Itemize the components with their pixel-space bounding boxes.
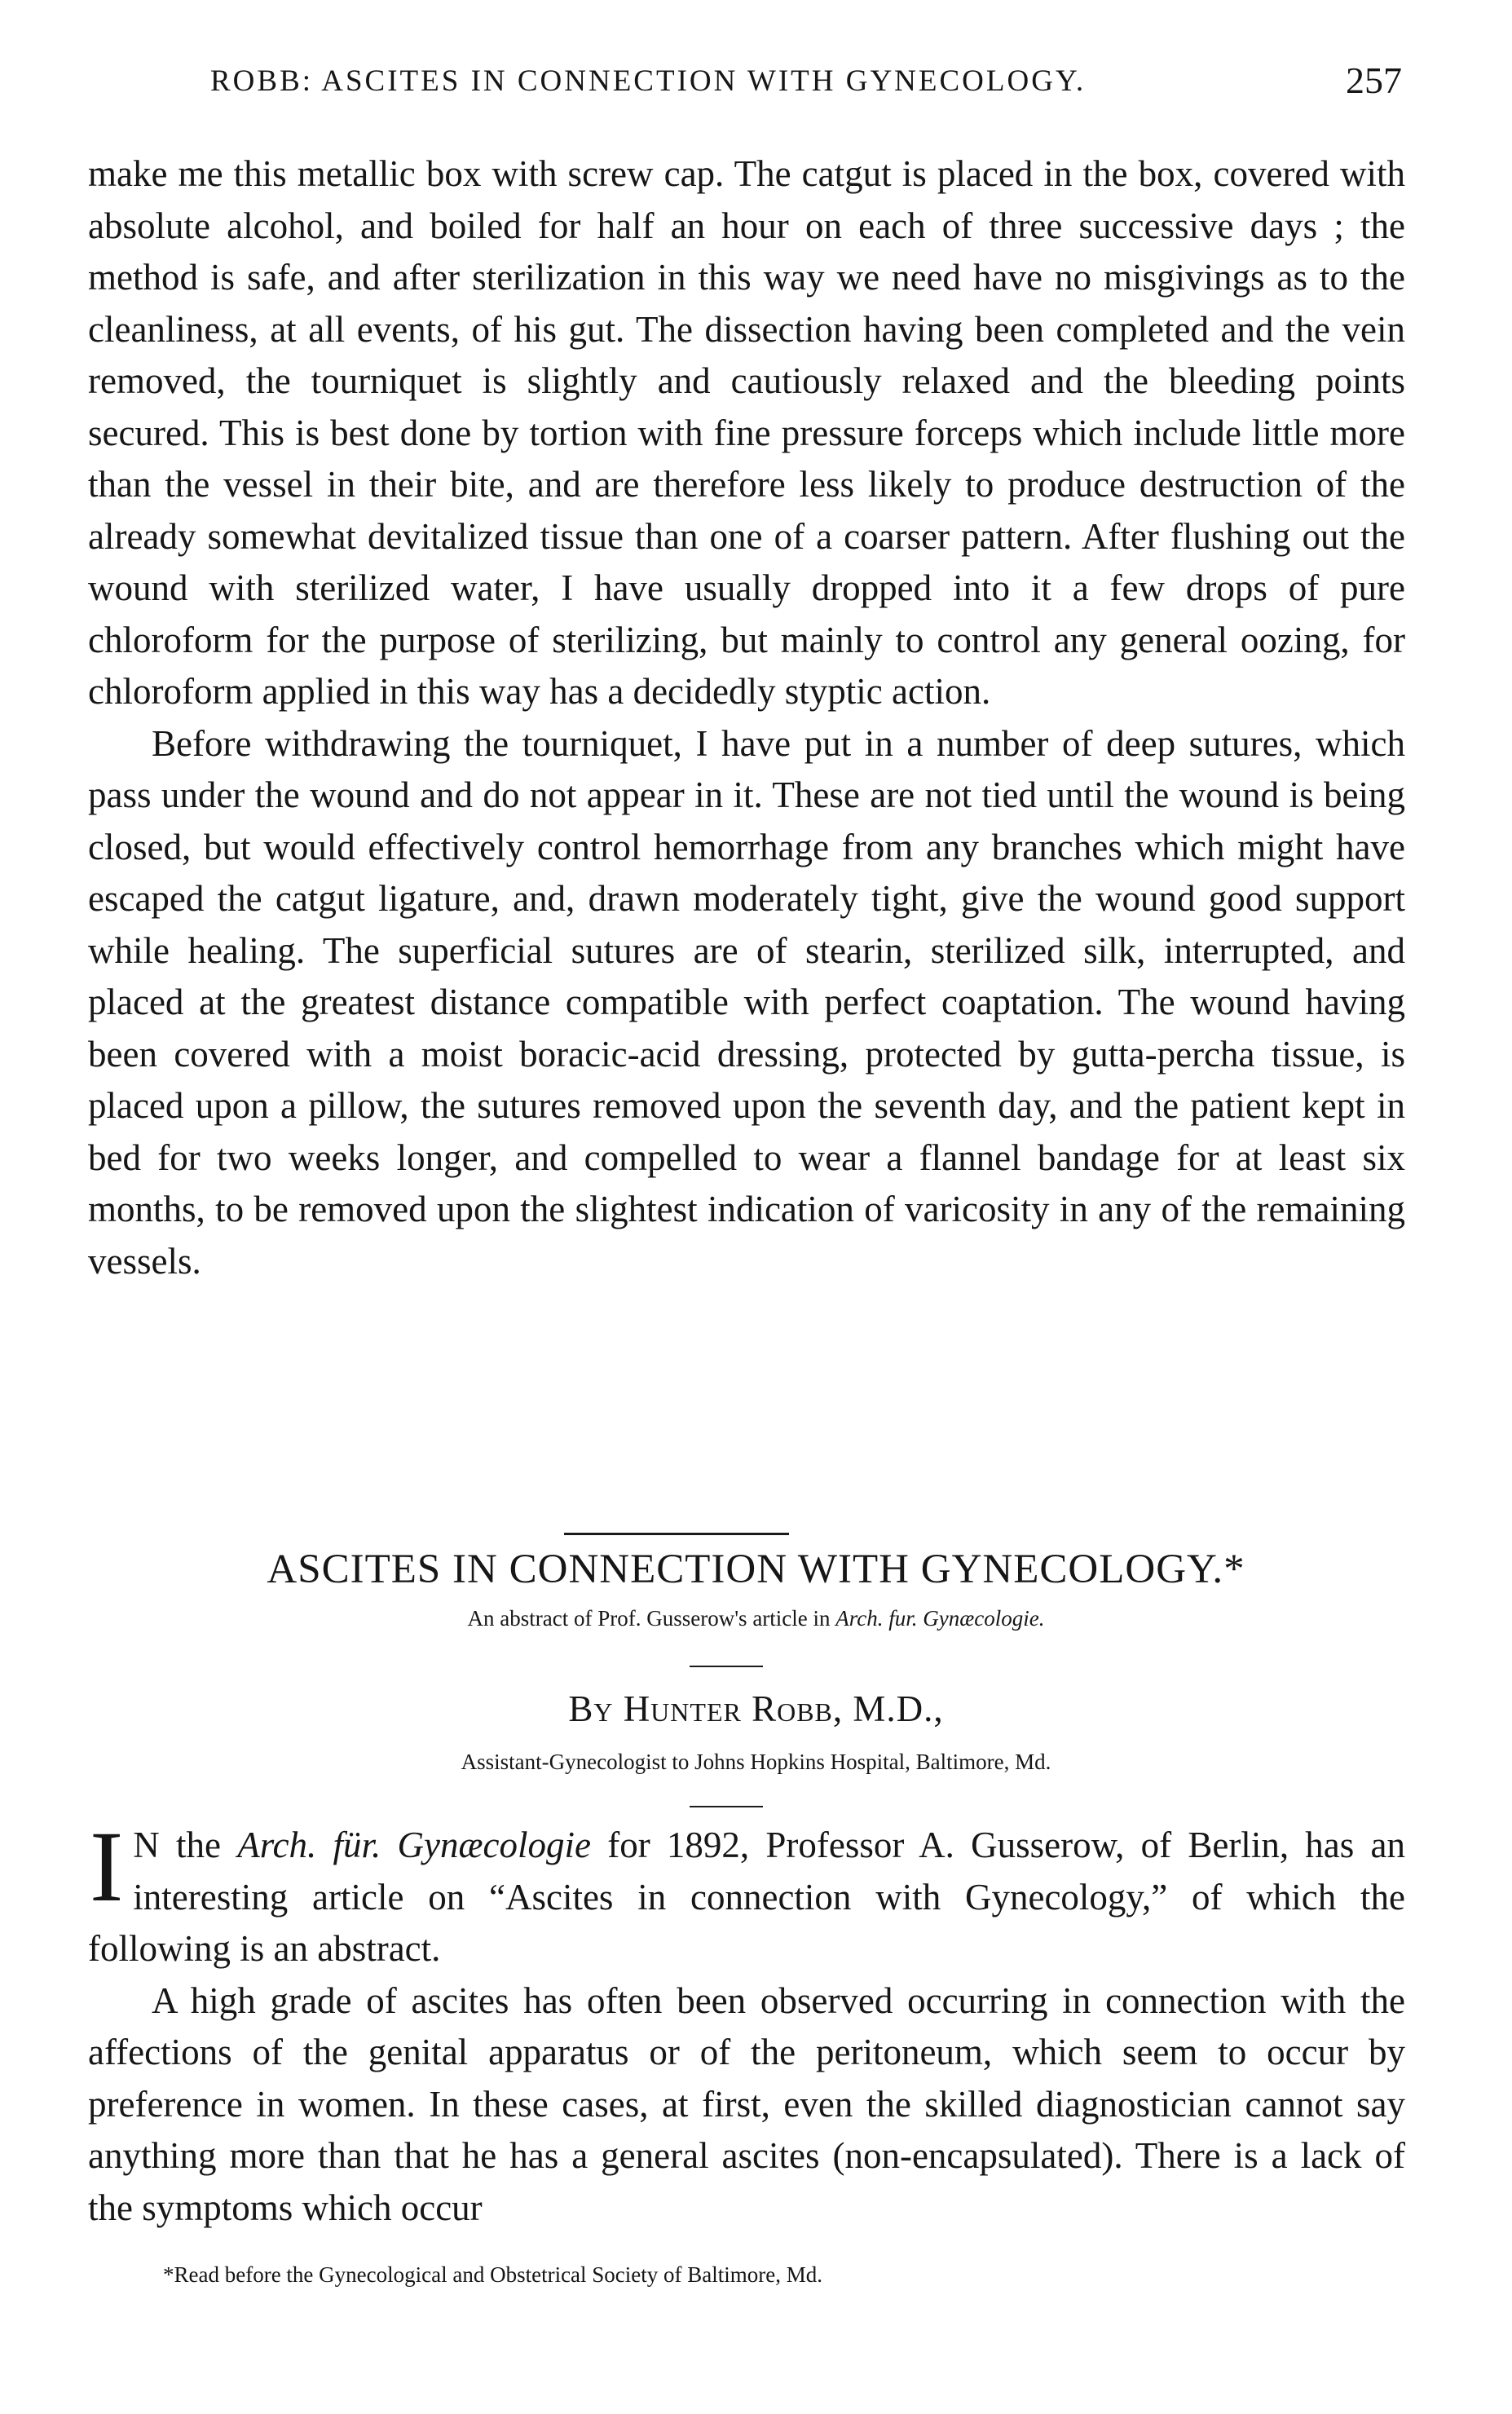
paragraph: A high grade of ascites has often been observed occurring in connection with the affections of the genital apparatus or of the peritoneum, which seem to occur by preference in women. In these cases, at first, even the skilled diagnostician cannot say anything more than that he has a general ascites (non-encapsulated). There is a lack of the symptoms which occur (88, 1979, 1405, 2228)
continued-article-text (88, 148, 1405, 1287)
paragraph: Before withdrawing the tourniquet, I have put in a number of deep sutures, which pass under the wound and do not appear in it. These are not tied until the wound is being closed, but would effectively control hemorrhage from any branches which might have escaped the catgut ligature, and, drawn moderately tight, give the wound good support while healing. The superficial sutures are of stearin, sterilized silk, interrupted, and placed at the greatest distance compatible with perfect coaptation. The wound having been covered with a moist boracic-acid dressing, protected by gutta-percha tissue, is placed upon a pillow, the sutures removed upon the seventh day, and the patient kept in bed for two weeks longer, and compelled to wear a flannel bandage for at least six months, to be removed upon the slightest indication of varicosity in any of the remaining vessels. (88, 722, 1405, 1282)
intro-text-rest: for 1892, Professor A. Gusserow, of Berlin, has an interesting article on “Ascites in connection with Gynecology,” of which the following is an abstract. (88, 1825, 1405, 1969)
abstract-note-prefix: An abstract of Prof. Gusserow's article in (467, 1606, 831, 1631)
drop-cap: I (90, 1811, 124, 1922)
abstract-note (0, 1606, 1512, 1631)
intro-paragraph (88, 1811, 1405, 1975)
short-divider (690, 1806, 763, 1807)
running-head (210, 59, 1402, 108)
intro-journal-title: Arch. für. Gynæcologie (237, 1825, 591, 1865)
short-divider (690, 1666, 763, 1667)
section-divider (564, 1533, 789, 1535)
byline (0, 1688, 1512, 1730)
footnote: *Read before the Gynecological and Obstetrical Society of Baltimore, Md. (163, 2262, 822, 2287)
author-affiliation: Assistant-Gynecologist to Johns Hopkins Hospital, Baltimore, Md. (461, 1750, 1051, 1774)
author-name: Hunter Robb, M.D., (623, 1688, 944, 1729)
intro-text-start: N the (133, 1825, 221, 1865)
running-title: ROBB: ASCITES IN CONNECTION WITH GYNECOLOGY. (210, 64, 1087, 98)
page-number: 257 (1346, 60, 1402, 101)
abstract-note-journal: Arch. fur. Gynæcologie. (835, 1606, 1045, 1631)
article-body (88, 1811, 1405, 2234)
article-title: ASCITES IN CONNECTION WITH GYNECOLOGY.* (267, 1547, 1245, 1592)
paragraph: make me this metallic box with screw cap. The catgut is placed in the box, covered with absolute alcohol, and boiled for half an hour on each of three successive days ; the method is safe, and after sterilization in this way we need have no misgivings as to the cleanliness, at all events, of his gut. The dissection having been completed and the vein removed, the tourniquet is slightly and cautiously relaxed and the bleeding points secured. This is best done by tortion with fine pressure forceps which include little more than the vessel in their bite, and are therefore less likely to produce destruction of the already somewhat devitalized tissue than one of a coarser pattern. After flushing out the wound with sterilized water, I have usually dropped into it a few drops of pure chloroform for the purpose of sterilizing, but mainly to control any general oozing, for chloroform applied in this way has a decidedly styptic action. (88, 153, 1405, 712)
byline-by: By (568, 1688, 614, 1729)
